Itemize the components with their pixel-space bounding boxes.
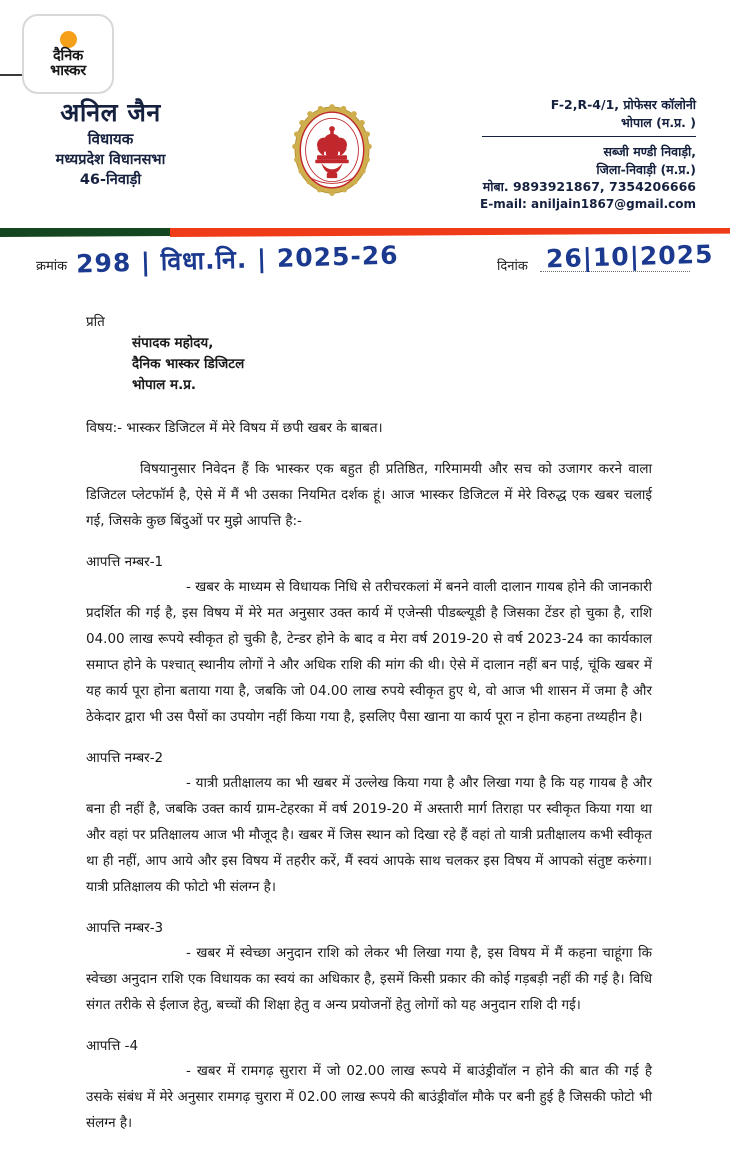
dainik-bhaskar-logo (22, 14, 114, 94)
subject-line: विषय:- भास्कर डिजिटल में मेरे विषय में छपी खबर के बाबत। (86, 420, 383, 436)
letterhead (0, 0, 730, 232)
mla-constituency: 46-निवाड़ी (79, 172, 142, 188)
address-line-3: सब्जी मण्डी निवाड़ी, (603, 144, 696, 159)
sun-icon (60, 31, 77, 48)
introduction-paragraph: विषयानुसार निवेदन हैं कि भास्कर एक बहुत ही प्रतिष्ठित, गरिमामयी और सच को उजागर करने वाला डिजिटल प्लेटफॉर्म है, ऐसे में मैं भी उसका नियमित दर्शक हूं। आज भास्कर डिजिटल में मेरे विरुद्ध एक खबर चलाई गई, जिसके कुछ बिंदुओं पर मुझे आपत्ति है:- (86, 461, 652, 529)
recipient-line: दैनिक भास्कर डिजिटल (132, 356, 245, 372)
mla-designation: विधायक (87, 130, 134, 148)
recipient-line: भोपाल म.प्र. (132, 377, 197, 393)
mla-assembly: मध्यप्रदेश विधानसभा (55, 152, 166, 168)
mobile-numbers: मोबा. 9893921867, 7354206666 (482, 179, 696, 194)
email-address: E-mail: aniljain1867@gmail.com (480, 197, 696, 211)
objection-heading: आपत्ति नम्बर-3 (86, 920, 164, 936)
logo-line-1: दैनिक (52, 48, 84, 64)
objection-heading: आपत्ति नम्बर-1 (86, 554, 164, 570)
date-label: दिनांक (497, 259, 528, 274)
reference-label: क्रमांक (36, 259, 68, 274)
logo-line-2: भास्कर (50, 63, 86, 79)
address-line-1: F-2,R-4/1, प्रोफेसर कॉलोनी (550, 97, 696, 112)
letter-body (0, 312, 730, 1136)
divider-green-segment (0, 228, 172, 237)
mp-vidhan-sabha-emblem-icon (288, 100, 376, 200)
address-line-2: भोपाल (म.प्र. ) (620, 114, 696, 130)
reference-number-handwritten: 298 | विधा.नि. | 2025-26 (75, 240, 399, 279)
mla-identity-block (8, 98, 213, 190)
objection-text: - खबर में स्वेच्छा अनुदान राशि को लेकर भी लिखा गया है, इस विषय में मैं कहना चाहूंगा कि स्वेच्छा अनुदान राशि एक विधायक का स्वयं का अधिकार है, इसमें किसी प्रकार की कोई गड़बड़ी नहीं की गई है। विधि संगत तरीके से ईलाज हेतु, बच्चों की शिक्षा हेतु व अन्य प्रयोजनों हेतु लोगों को यह अनुदान राशि दी गई। (86, 945, 652, 1013)
objection-heading: आपत्ति नम्बर-2 (86, 750, 164, 766)
date-value-handwritten: 26|10|2025 (545, 239, 714, 274)
address-line-4: जिला-निवाड़ी (म.प्र.) (596, 161, 696, 177)
recipient-block (132, 333, 652, 396)
objection-text: - यात्री प्रतीक्षालय का भी खबर में उल्लेख किया गया है और लिखा गया है कि यह गायब है और बना ही नहीं है, जबकि उक्त कार्य ग्राम-टेहरका में वर्ष 2019-20 में अस्तारी मार्ग तिराहा पर स्वीकृत किया गया था और वहां पर प्रतिक्षालय आज भी मौजूद है। खबर में जिस स्थान को दिखा रहे हैं वहां तो यात्री प्रतीक्षालय कभी स्वीकृत था ही नहीं, आप आये और इस विषय में तहरीर करें, मैं स्वयं आपके साथ चलकर इस विषय में आपको संतुष्ट करुंगा। यात्री प्रतिक्षालय की फोटो भी संलग्न है। (86, 775, 652, 895)
objection-text: - खबर में रामगढ़ सुरारा में जो 02.00 लाख रूपये में बाउंड्रीवॉल न होने की बात की गई है उसके संबंध में मेरे अनुसार रामगढ़ चुरारा में 02.00 लाख रूपये की बाउंड्रीवॉल मौके पर बनी हुई है जिसकी फोटो भी संलग्न है। (86, 1063, 652, 1131)
mla-name: अनिल जैन (60, 98, 161, 127)
divider-red-segment (170, 228, 730, 237)
recipient-label: प्रति (86, 314, 105, 330)
address-divider (482, 136, 696, 137)
address-block (396, 96, 696, 213)
objection-heading: आपत्ति -4 (86, 1038, 139, 1054)
reference-date-row (0, 240, 730, 298)
objection-text: - खबर के माध्यम से विधायक निधि से तरीचरकलां में बनने वाली दालान गायब होने की जानकारी प्रदर्शित की गई है, इस विषय में मेरे मत अनुसार उक्त कार्य में एजेन्सी पीडब्ल्यूडी है जिसका टेंडर हो चुका है, राशि 04.00 लाख रूपये स्वीकृत हो चुकी है, टेन्डर होने के बाद व मेरा वर्ष 2019-20 से वर्ष 2023-24 का कार्यकाल समाप्त होने के पश्चात् स्थानीय लोगों ने और अधिक राशि की मांग की थी। ऐसे में दालान नहीं बन पाई, चूंकि खबर में यह कार्य पूरा होना बताया गया है, जबकि जो 04.00 लाख रुपये स्वीकृत हुए थे, वो आज भी शासन में जमा है और ठेकेदार द्वारा भी उस पैसों का उपयोग नहीं किया गया है, इसलिए पैसा खाना या कार्य पूरा न होना कहना तथ्यहीन है। (86, 579, 652, 725)
recipient-line: संपादक महोदय, (132, 335, 214, 351)
